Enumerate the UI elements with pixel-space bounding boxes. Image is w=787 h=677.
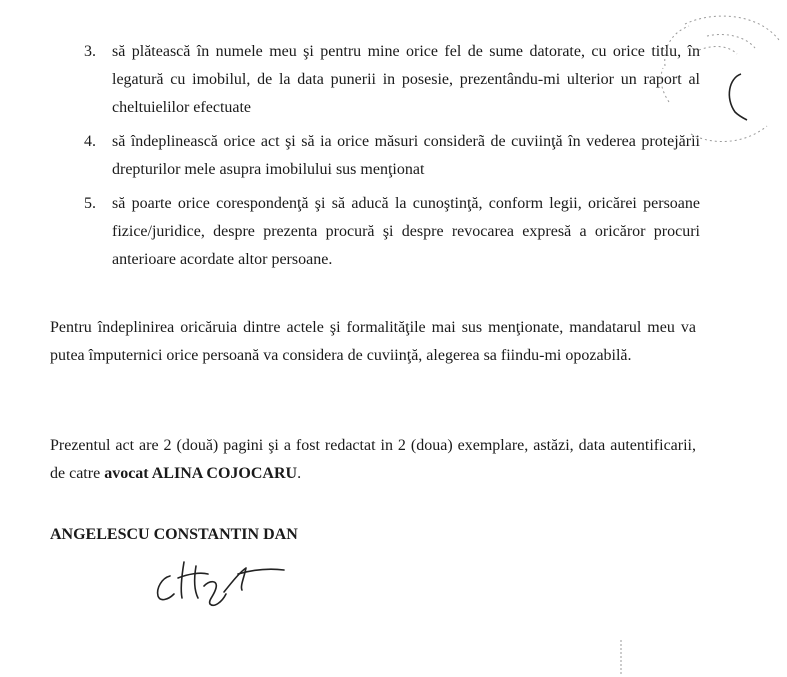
scan-artifact-line: [620, 640, 622, 676]
author-name: avocat ALINA COJOCARU: [104, 465, 298, 482]
list-item: [84, 38, 700, 122]
copies-paragraph: [50, 432, 696, 488]
mandate-list: [84, 38, 700, 280]
copies-suffix: .: [297, 465, 302, 482]
list-item-number: 3.: [84, 43, 96, 60]
list-item-text: să poarte orice corespondenţă şi să aducă la cunoştinţă, conform legii, oricărei persoane fizice/juridice, despre prezenta procură şi despre revocarea expresă a oricăror procuri anterioare acordate altor persoane.: [112, 195, 700, 268]
handwritten-signature: [148, 552, 288, 612]
list-item-text: să plătească în numele meu şi pentru mine orice fel de sume datorate, cu orice titlu, în legatură cu imobilul, de la data punerii in posesie, prezentându-mi ulterior un raport al cheltuielilor efectuate: [112, 43, 700, 116]
list-item-number: 5.: [84, 195, 96, 212]
list-item: [84, 128, 700, 184]
list-item: [84, 190, 700, 274]
stamp-mark: [655, 6, 787, 156]
list-item-number: 4.: [84, 133, 96, 150]
signatory-name: ANGELESCU CONSTANTIN DAN: [50, 526, 298, 543]
list-item-text: să îndeplinească orice act şi să ia orice măsuri considerã de cuviinţă în vederea protejării drepturilor mele asupra imobilului sus menţionat: [112, 133, 700, 178]
mandate-paragraph: Pentru îndeplinirea oricăruia dintre actele şi formalităţile mai sus menţionate, mandatarul meu va putea împuternici orice persoană va considera de cuviinţă, alegerea sa fiindu-mi opozabilă.: [50, 319, 696, 364]
copies-text: Prezentul act are 2 (două) pagini şi a fost redactat in 2 (doua) exemplare, astăzi, data autentificarii, de catre: [50, 437, 696, 482]
